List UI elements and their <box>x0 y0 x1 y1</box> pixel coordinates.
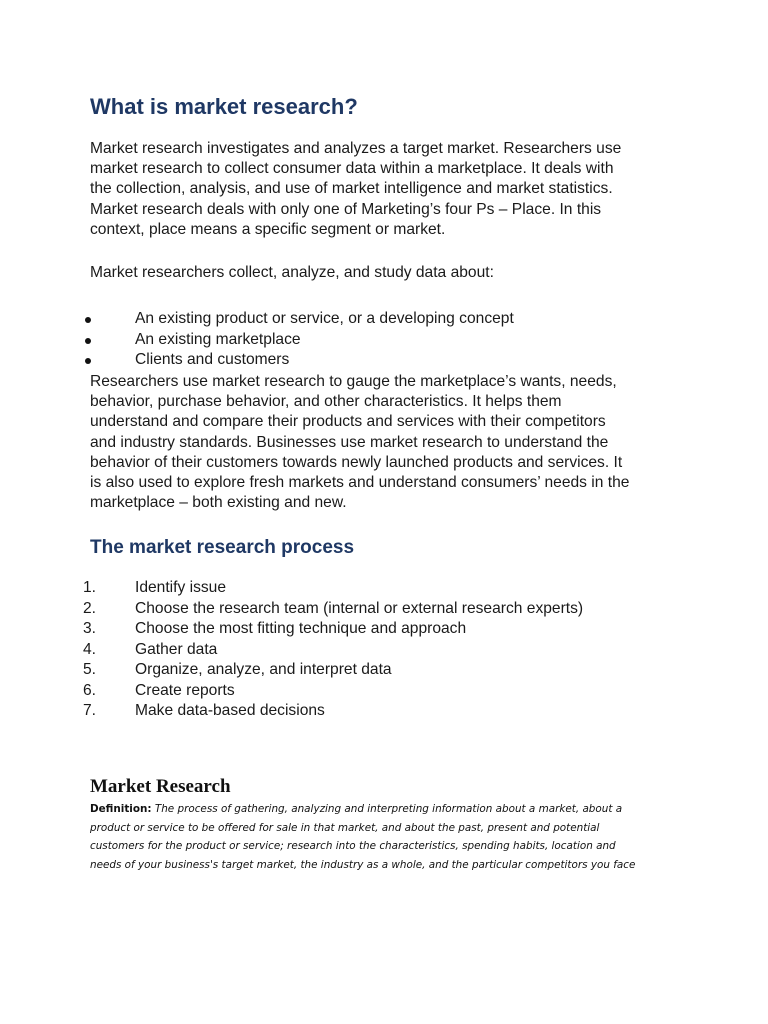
section-heading: The market research process <box>90 537 355 558</box>
step-number: 5. <box>83 661 97 678</box>
step-text: Gather data <box>135 640 218 658</box>
step-text: Identify issue <box>135 579 227 596</box>
step-number: 3. <box>83 620 97 637</box>
bullet-icon <box>85 317 91 323</box>
page-title: What is market research? <box>90 94 358 119</box>
paragraph-line: Researchers use market research to gauge the marketplace’s wants, needs, <box>90 373 617 390</box>
paragraph-line: understand and compare their products and services with their competitors <box>90 413 606 431</box>
paragraph-line: is also used to explore fresh markets and understand consumers’ needs in the <box>90 474 630 492</box>
step-number: 4. <box>83 640 97 658</box>
step-text: Choose the most fitting technique and approach <box>135 620 467 637</box>
definition-paragraph <box>90 800 690 874</box>
bullet-icon <box>85 338 91 344</box>
step-number: 7. <box>83 702 97 719</box>
paragraph-line: marketplace – both existing and new. <box>90 494 347 512</box>
definition-line: needs of your business's target market, the industry as a whole, and the particular competitors you face <box>90 858 636 871</box>
body-paragraph <box>90 372 690 513</box>
paragraph-line: and industry standards. Businesses use market research to understand the <box>90 433 609 451</box>
definition-text: The process of gathering, analyzing and interpreting information about a market, about a <box>151 803 623 815</box>
paragraph-line: behavior, purchase behavior, and other characteristics. It helps them <box>90 393 562 411</box>
definition-line: product or service to be offered for sale in that market, and about the past, present and potential <box>90 821 600 834</box>
step-number: 6. <box>83 681 97 699</box>
step-number: 1. <box>83 579 97 596</box>
list-item-text: An existing product or service, or a developing concept <box>135 310 514 327</box>
paragraph-line: the collection, analysis, and use of market intelligence and market statistics. <box>90 180 613 198</box>
paragraph-line: market research to collect consumer data within a marketplace. It deals with <box>90 160 614 178</box>
paragraph-line: behavior of their customers towards newly launched products and services. It <box>90 453 623 471</box>
paragraph-line: Market research investigates and analyzes a target market. Researchers use <box>90 140 622 157</box>
bullet-icon <box>85 358 91 364</box>
step-text: Create reports <box>135 681 235 699</box>
paragraph-line: context, place means a specific segment or market. <box>90 220 446 238</box>
definition-line <box>90 800 690 819</box>
definition-title: Market Research <box>90 776 231 797</box>
definition-line: customers for the product or service; research into the characteristics, spending habits, location and <box>90 840 616 852</box>
lead-in-line: Market researchers collect, analyze, and study data about: <box>90 264 494 281</box>
list-item-text: An existing marketplace <box>135 330 301 348</box>
step-text: Choose the research team (internal or external research experts) <box>135 599 584 617</box>
list-item-text: Clients and customers <box>135 351 290 368</box>
intro-paragraph <box>90 139 690 240</box>
step-number: 2. <box>83 599 97 617</box>
lead-in-text <box>90 263 690 283</box>
step-text: Make data-based decisions <box>135 702 325 719</box>
definition-label: Definition: <box>90 803 152 815</box>
step-text: Organize, analyze, and interpret data <box>135 661 392 678</box>
paragraph-line: Market research deals with only one of Marketing’s four Ps – Place. In this <box>90 200 602 218</box>
